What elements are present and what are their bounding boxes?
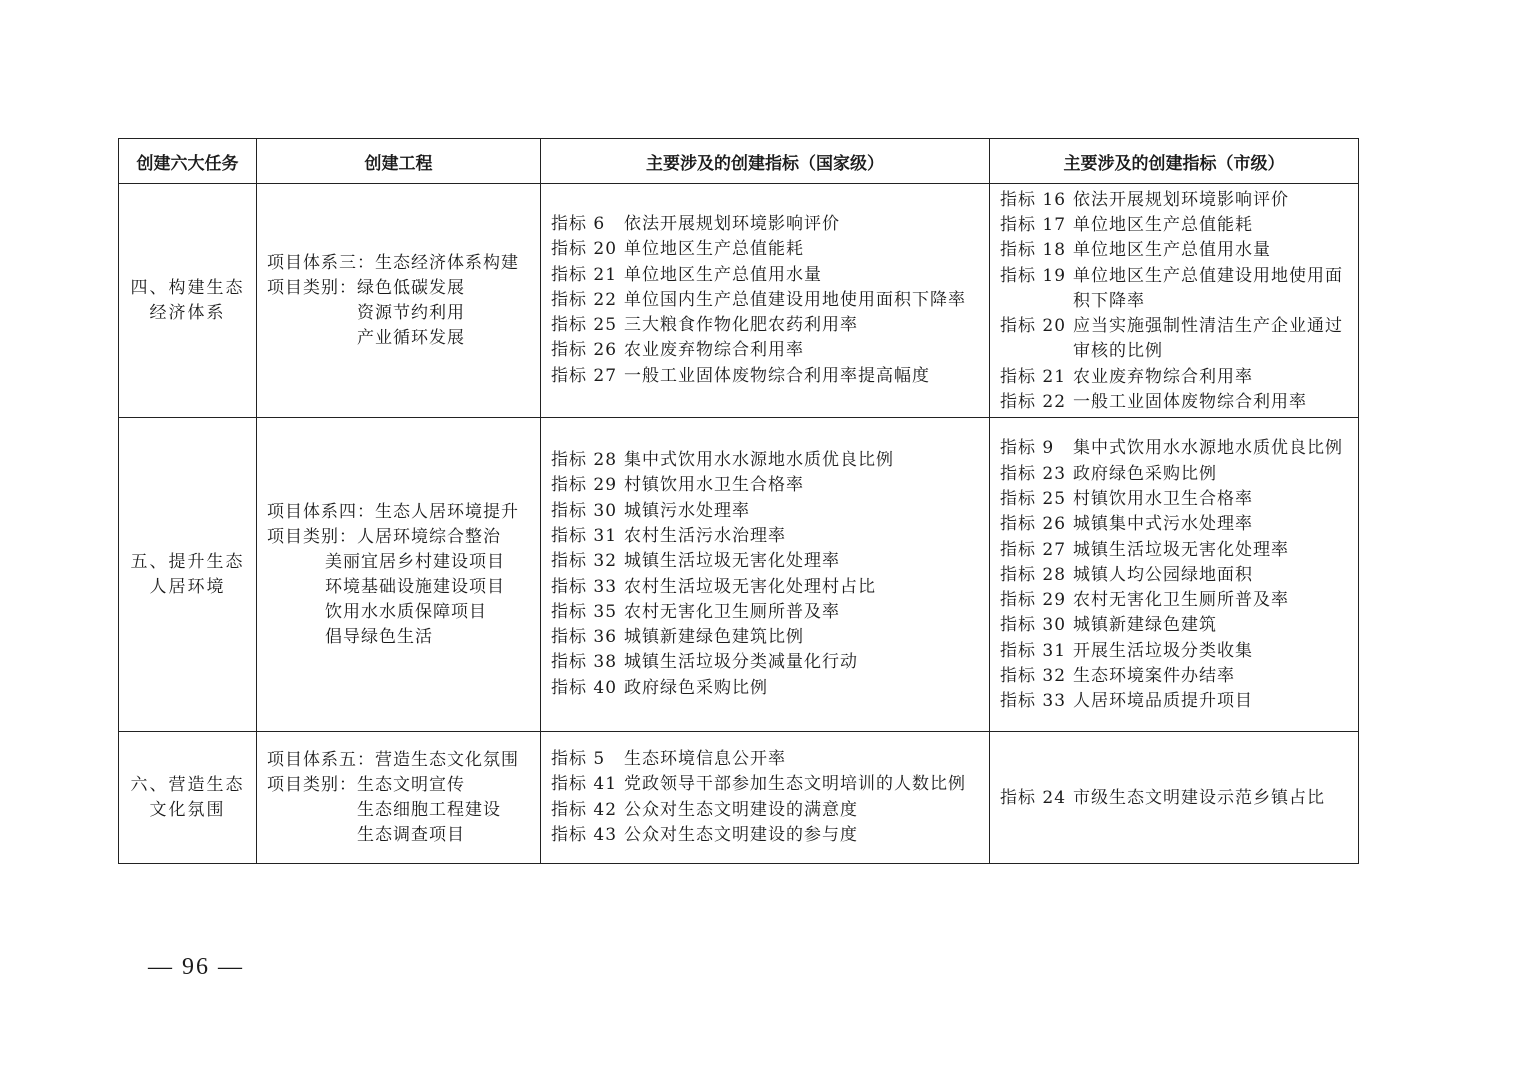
task-line: 人居环境 — [149, 576, 226, 597]
indicator-item — [551, 650, 981, 675]
indicator-item — [551, 625, 981, 650]
indicator-text: 应当实施强制性清洁生产企业通过审核的比例 — [1073, 316, 1343, 362]
indicator-text: 城镇新建绿色建筑比例 — [624, 627, 804, 648]
project-category-label: 项目类别： — [267, 277, 357, 298]
indicator-item — [551, 499, 981, 524]
indicator-number: 指标 25 — [551, 315, 618, 336]
indicator-text: 生态环境信息公开率 — [624, 748, 786, 769]
indicator-number: 指标 23 — [1000, 463, 1067, 484]
indicator-item — [551, 798, 981, 823]
indicator-item — [551, 288, 981, 313]
municipal-indicators-cell — [990, 418, 1359, 732]
project-category: 饮用水水质保障项目 — [325, 601, 487, 622]
indicator-number: 指标 40 — [551, 677, 618, 698]
indicator-text: 公众对生态文明建设的参与度 — [624, 824, 858, 845]
indicator-item — [1000, 314, 1350, 365]
project-category: 生态细胞工程建设 — [357, 799, 501, 820]
project-category: 资源节约利用 — [357, 302, 465, 323]
indicator-number: 指标 35 — [551, 601, 618, 622]
task-cell — [119, 184, 257, 418]
national-indicators-cell — [541, 184, 990, 418]
indicator-text: 农村无害化卫生厕所普及率 — [624, 601, 840, 622]
indicator-item — [551, 212, 981, 237]
task-line: 四、构建生态 — [130, 277, 245, 298]
indicator-number: 指标 20 — [1000, 316, 1067, 337]
indicator-number: 指标 16 — [1000, 189, 1067, 210]
indicator-item — [551, 263, 981, 288]
municipal-indicators-cell — [990, 732, 1359, 864]
indicator-item — [551, 772, 981, 797]
indicator-item — [551, 823, 981, 848]
indicator-number: 指标 32 — [551, 551, 618, 572]
indicator-text: 依法开展规划环境影响评价 — [1073, 189, 1289, 210]
national-indicators-cell — [541, 418, 990, 732]
indicator-text: 城镇集中式污水处理率 — [1073, 514, 1253, 535]
indicator-number: 指标 32 — [1000, 666, 1067, 687]
indicator-number: 指标 31 — [551, 525, 618, 546]
indicator-item — [1000, 213, 1350, 238]
indicator-item — [1000, 365, 1350, 390]
project-category-label: 项目类别： — [267, 774, 357, 795]
indicator-text: 单位地区生产总值建设用地使用面积下降率 — [1073, 265, 1343, 311]
indicator-text: 公众对生态文明建设的满意度 — [624, 799, 858, 820]
header-national-indicators: 主要涉及的创建指标（国家级） — [541, 139, 990, 184]
indicator-text: 一般工业固体废物综合利用率提高幅度 — [624, 365, 930, 386]
indicator-item — [551, 676, 981, 701]
header-project: 创建工程 — [257, 139, 541, 184]
project-category: 倡导绿色生活 — [325, 626, 433, 647]
indicator-number: 指标 33 — [1000, 691, 1067, 712]
task-line: 五、提升生态 — [130, 551, 245, 572]
indicator-text: 农村生活垃圾无害化处理村占比 — [624, 576, 876, 597]
indicator-text: 市级生态文明建设示范乡镇占比 — [1073, 787, 1325, 808]
project-category: 产业循环发展 — [357, 327, 465, 348]
indicator-item — [1000, 487, 1350, 512]
project-category: 美丽宜居乡村建设项目 — [325, 551, 505, 572]
indicator-text: 城镇新建绿色建筑 — [1073, 615, 1217, 636]
indicator-item — [551, 338, 981, 363]
indicator-number: 指标 27 — [1000, 539, 1067, 560]
indicator-item — [551, 600, 981, 625]
table-row — [119, 184, 1359, 418]
indicator-item — [1000, 786, 1350, 811]
indicator-text: 村镇饮用水卫生合格率 — [624, 475, 804, 496]
indicator-number: 指标 19 — [1000, 265, 1067, 286]
indicator-text: 人居环境品质提升项目 — [1073, 691, 1253, 712]
indicator-item — [1000, 264, 1350, 315]
task-line: 经济体系 — [149, 302, 226, 323]
indicator-item — [551, 747, 981, 772]
indicator-number: 指标 38 — [551, 652, 618, 673]
indicator-item — [551, 313, 981, 338]
table-header-row — [119, 139, 1359, 184]
indicator-item — [1000, 538, 1350, 563]
project-category: 生态调查项目 — [357, 824, 465, 845]
indicator-text: 城镇生活垃圾分类减量化行动 — [624, 652, 858, 673]
indicator-number: 指标 26 — [551, 340, 618, 361]
indicator-item — [551, 237, 981, 262]
indicator-item — [551, 473, 981, 498]
indicator-item — [1000, 390, 1350, 415]
indicator-number: 指标 36 — [551, 627, 618, 648]
indicator-number: 指标 29 — [1000, 590, 1067, 611]
indicator-number: 指标 29 — [551, 475, 618, 496]
indicator-text: 单位国内生产总值建设用地使用面积下降率 — [624, 289, 966, 310]
project-category: 生态文明宣传 — [357, 774, 465, 795]
indicator-number: 指标 42 — [551, 799, 618, 820]
indicator-text: 单位地区生产总值用水量 — [624, 264, 822, 285]
indicator-number: 指标 21 — [1000, 366, 1067, 387]
municipal-indicators-cell — [990, 184, 1359, 418]
indicator-text: 开展生活垃圾分类收集 — [1073, 640, 1253, 661]
indicator-item — [551, 549, 981, 574]
indicator-table — [118, 138, 1359, 864]
project-system: 项目体系四：生态人居环境提升 — [267, 501, 519, 522]
indicator-number: 指标 22 — [1000, 392, 1067, 413]
project-cell — [257, 184, 541, 418]
indicator-number: 指标 21 — [551, 264, 618, 285]
indicator-item — [1000, 588, 1350, 613]
indicator-text: 依法开展规划环境影响评价 — [624, 213, 840, 234]
indicator-text: 农业废弃物综合利用率 — [624, 340, 804, 361]
national-indicators-cell — [541, 732, 990, 864]
indicator-number: 指标 31 — [1000, 640, 1067, 661]
indicator-item — [1000, 188, 1350, 213]
project-cell — [257, 418, 541, 732]
page-number: — 96 — — [148, 954, 244, 980]
indicator-text: 单位地区生产总值能耗 — [624, 239, 804, 260]
indicator-item — [551, 448, 981, 473]
indicator-number: 指标 33 — [551, 576, 618, 597]
task-cell — [119, 732, 257, 864]
indicator-item — [1000, 639, 1350, 664]
indicator-number: 指标 30 — [551, 500, 618, 521]
indicator-number: 指标 25 — [1000, 488, 1067, 509]
indicator-number: 指标 24 — [1000, 787, 1067, 808]
indicator-text: 城镇生活垃圾无害化处理率 — [624, 551, 840, 572]
task-line: 文化氛围 — [149, 799, 226, 820]
indicator-item — [1000, 436, 1350, 461]
indicator-item — [551, 524, 981, 549]
indicator-text: 村镇饮用水卫生合格率 — [1073, 488, 1253, 509]
table-row — [119, 732, 1359, 864]
indicator-item — [1000, 512, 1350, 537]
indicator-number: 指标 30 — [1000, 615, 1067, 636]
indicator-text: 集中式饮用水水源地水质优良比例 — [1073, 438, 1343, 459]
indicator-text: 生态环境案件办结率 — [1073, 666, 1235, 687]
indicator-text: 集中式饮用水水源地水质优良比例 — [624, 450, 894, 471]
task-cell — [119, 418, 257, 732]
indicator-text: 农村无害化卫生厕所普及率 — [1073, 590, 1289, 611]
indicator-number: 指标 28 — [1000, 564, 1067, 585]
indicator-number: 指标 20 — [551, 239, 618, 260]
project-category: 人居环境综合整治 — [357, 526, 501, 547]
indicator-item — [1000, 664, 1350, 689]
indicator-text: 城镇生活垃圾无害化处理率 — [1073, 539, 1289, 560]
indicator-text: 党政领导干部参加生态文明培训的人数比例 — [624, 774, 966, 795]
indicator-number: 指标 27 — [551, 365, 618, 386]
indicator-number: 指标 41 — [551, 774, 618, 795]
indicator-text: 城镇人均公园绿地面积 — [1073, 564, 1253, 585]
project-category-label: 项目类别： — [267, 526, 357, 547]
indicator-text: 一般工业固体废物综合利用率 — [1073, 392, 1307, 413]
indicator-number: 指标 22 — [551, 289, 618, 310]
project-cell — [257, 732, 541, 864]
indicator-item — [551, 575, 981, 600]
indicator-item — [1000, 462, 1350, 487]
indicator-number: 指标 5 — [551, 748, 606, 769]
header-municipal-indicators: 主要涉及的创建指标（市级） — [990, 139, 1359, 184]
indicator-number: 指标 43 — [551, 824, 618, 845]
indicator-item — [1000, 238, 1350, 263]
indicator-text: 农业废弃物综合利用率 — [1073, 366, 1253, 387]
indicator-text: 单位地区生产总值用水量 — [1073, 240, 1271, 261]
indicator-number: 指标 6 — [551, 213, 606, 234]
indicator-number: 指标 26 — [1000, 514, 1067, 535]
indicator-item — [551, 364, 981, 389]
table-row — [119, 418, 1359, 732]
indicator-number: 指标 28 — [551, 450, 618, 471]
project-category: 环境基础设施建设项目 — [325, 576, 505, 597]
indicator-number: 指标 17 — [1000, 214, 1067, 235]
indicator-item — [1000, 613, 1350, 638]
indicator-text: 政府绿色采购比例 — [1073, 463, 1217, 484]
indicator-text: 三大粮食作物化肥农药利用率 — [624, 315, 858, 336]
indicator-text: 政府绿色采购比例 — [624, 677, 768, 698]
project-category: 绿色低碳发展 — [357, 277, 465, 298]
project-system: 项目体系三：生态经济体系构建 — [267, 252, 519, 273]
indicator-number: 指标 18 — [1000, 240, 1067, 261]
indicator-text: 单位地区生产总值能耗 — [1073, 214, 1253, 235]
indicator-item — [1000, 689, 1350, 714]
indicator-text: 农村生活污水治理率 — [624, 525, 786, 546]
project-system: 项目体系五：营造生态文化氛围 — [267, 749, 519, 770]
task-line: 六、营造生态 — [130, 774, 245, 795]
indicator-item — [1000, 563, 1350, 588]
header-task: 创建六大任务 — [119, 139, 257, 184]
indicator-number: 指标 9 — [1000, 438, 1055, 459]
indicator-text: 城镇污水处理率 — [624, 500, 750, 521]
